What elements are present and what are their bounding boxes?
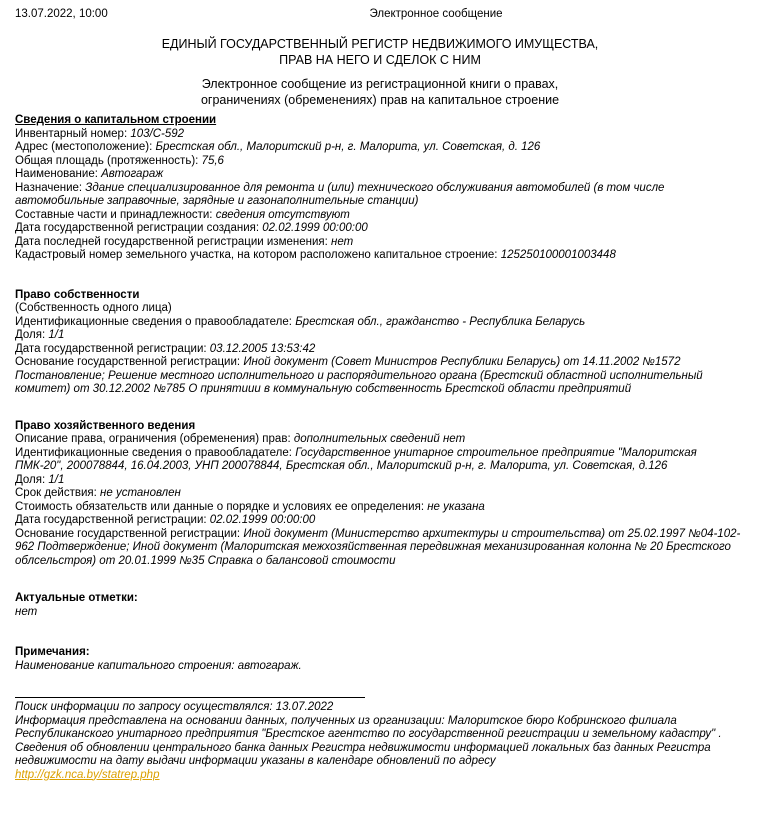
field-line [15,222,745,236]
section-heading: Право хозяйственного ведения [15,419,196,432]
field-line [15,433,745,447]
footer-line: Поиск информации по запросу осуществлялся: 13.07.2022 [15,701,334,713]
field-line [15,447,745,474]
section [15,289,745,397]
field-label: Дата последней государственной регистрации изменения: [15,235,328,248]
field-label: Идентификационные сведения о правообладателе: [15,446,292,459]
section-heading: Актуальные отметки: [15,592,138,604]
field-value: Здание специализированное для ремонта и (или) технического обслуживания автомобилей (в том числе автомобильные заправочные, зарядные и газонаполнительные станции) [15,181,665,207]
field-value: 02.02.1999 00:00:00 [262,222,368,234]
doc-subtitle-line1: Электронное сообщение из регистрационной книги о правах, [201,77,559,91]
field-value: сведения отсутствуют [215,208,350,221]
registry-title-line1: ЕДИНЫЙ ГОСУДАРСТВЕННЫЙ РЕГИСТР НЕДВИЖИМОГО ИМУЩЕСТВА, [161,37,599,51]
field-line [15,249,745,263]
field-label: Доля: [15,329,46,341]
field-label: Дата государственной регистрации: [15,342,207,355]
field-value: 1/1 [48,329,65,341]
field-line [15,514,745,528]
section [15,114,745,263]
field-label: Общая площадь (протяженность): [15,154,199,167]
field-value: 75,6 [201,154,224,167]
field-value: Брестская обл., Малоритский р-н, г. Малорита, ул. Советская, д. 126 [155,141,541,153]
field-line [15,236,745,250]
field-value: не указана [427,500,485,513]
footer-line: Информация представлена на основании данных, полученных из организации: Малоритское бюро Кобринского филиала Республиканского унитарного предприятия "Брестское агентство по государственной регистрации и земельному кадастру" . [15,714,722,740]
statrep-link[interactable]: http://gzk.nca.by/statrep.php [15,768,160,781]
print-datetime: 13.07.2022, 10:00 [15,8,108,20]
field-label: Кадастровый номер земельного участка, на котором расположено капитальное строение: [15,249,498,261]
field-value: нет [331,235,354,248]
field-value: нет [15,605,38,618]
field-line [15,501,745,515]
field-line [15,356,745,397]
field-label: Составные части и принадлежности: [15,208,213,221]
field-label: Дата государственной регистрации: [15,514,207,526]
field-value: не установлен [100,487,181,499]
field-value: дополнительных сведений нет [293,433,466,445]
field-label: (Собственность одного лица) [15,302,172,314]
field-value: 03.12.2005 13:53:42 [209,342,316,355]
field-line [15,343,745,357]
field-label: Идентификационные сведения о правообладателе: [15,315,292,328]
field-value: 125250100001003448 [500,249,616,261]
field-value: Иной документ (Совет Министров Республики Беларусь) от 14.11.2002 №1572 Постановление; Решение местного исполнительного и распорядительного органа (Брестский областной исполнительный комитет) от 30.12.2002 №785 О принятиии в коммунальную собственность Брестской области предприятий [15,356,703,395]
field-line [15,155,745,169]
registry-title-line2: ПРАВ НА НЕГО И СДЕЛОК С НИМ [279,53,481,67]
footer-separator [15,697,365,698]
field-line [15,209,745,223]
section-heading: Сведения о капитальном строении [15,114,217,126]
field-label: Наименование: [15,168,98,180]
footer [15,697,745,782]
footer-lines [15,701,745,769]
field-value: 1/1 [48,473,65,486]
print-doc-title: Электронное сообщение [369,8,503,20]
field-label: Назначение: [15,181,83,194]
field-value: 02.02.1999 00:00:00 [209,514,316,526]
field-value: Иной документ (Министерство архитектуры и строительства) от 25.02.1997 №04-102-962 Подтверждение; Иной документ (Малоритская межхозяйственная передвижная механизированная колонна № 20 Брестского облсельстроя) от 20.01.1999 №35 Справка о балансовой стоимости [15,527,741,567]
field-label: Дата государственной регистрации создания: [15,222,260,234]
field-label: Основание государственной регистрации: [15,527,241,540]
doc-subtitle [15,76,745,108]
field-label: Описание права, ограничения (обременения) прав: [15,433,291,445]
section [15,420,745,569]
field-line [15,528,745,569]
field-label: Инвентарный номер: [15,127,128,140]
doc-subtitle-line2: ограничениях (обременениях) прав на капитальное строение [200,93,560,107]
field-line [15,474,745,488]
field-label: Адрес (местоположение): [15,141,153,153]
field-line [15,128,745,142]
field-line [15,329,745,343]
footer-line: Сведения об обновлении центрального банка данных Регистра недвижимости информацией локальных баз данных Регистра недвижимости на дату выдачи информации указаны в календаре обновлений по адресу [15,741,711,767]
field-label: Срок действия: [15,487,97,499]
field-label: Доля: [15,473,46,486]
field-line [15,141,745,155]
field-line [15,302,745,316]
field-line [15,487,745,501]
field-label: Стоимость обязательств или данные о порядке и условиях ее определения: [15,500,425,513]
section-heading: Примечания: [15,646,90,658]
field-line [15,606,745,620]
field-value: Наименование капитального строения: автогараж. [15,659,302,672]
field-line [15,660,745,674]
sections-container [15,114,745,673]
registry-title [15,36,745,68]
print-header [15,8,745,22]
field-value: 103/С-592 [130,127,185,140]
field-value: Государственное унитарное строительное предприятие "Малоритская ПМК-20", 200078844, 16.04.2003, УНП 200078844, Брестская обл., Малоритский р-н, г. Малорита, ул. Советская, д.126 [15,446,697,472]
section [15,592,745,619]
field-line [15,316,745,330]
section [15,646,745,673]
field-value: Автогараж [101,168,164,180]
field-line [15,168,745,182]
field-label: Основание государственной регистрации: [15,356,241,368]
section-heading: Право собственности [15,288,140,301]
field-line [15,182,745,209]
field-value: Брестская обл., гражданство - Республика Беларусь [295,315,586,328]
